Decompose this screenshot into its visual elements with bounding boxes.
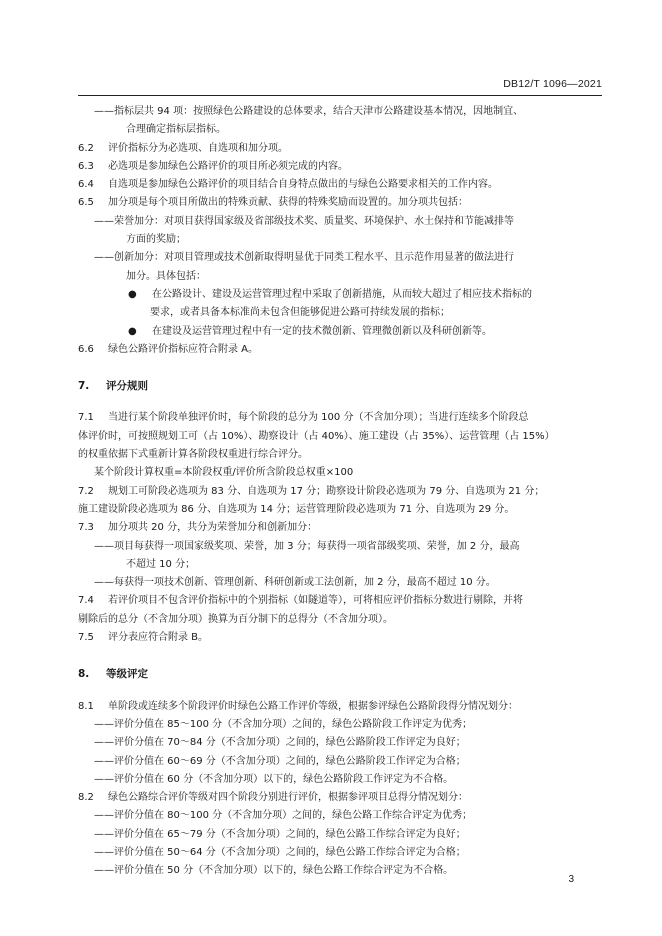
document-code: DB12/T 1096—2021 xyxy=(503,78,602,90)
clause-7-2: 7.2 规划工可阶段必选项为 83 分、自选项为 17 分；勘察设计阶段必选项为 79 分、自选项为 21 分； xyxy=(78,485,545,497)
bullet-icon: ● xyxy=(128,325,137,337)
weight-formula: 某个阶段计算权重=本阶段权重/评价所含阶段总权重×100 xyxy=(94,467,354,479)
innovation-bonus-line-2: 加分。具体包括： xyxy=(126,270,206,282)
clause-7-5: 7.5 评分表应符合附录 B。 xyxy=(78,632,209,644)
clause-6-2: 6.2 评价指标分为必选项、自选项和加分项。 xyxy=(78,142,288,154)
grade-overall-pass: ——评价分值在 50～64 分（不含加分项）之间的，绿色公路工作综合评定为合格； xyxy=(94,846,466,858)
clause-7-2-line-2: 施工建设阶段必选项为 86 分、自选项为 14 分；运营管理阶段必选项为 71 分、自选项为 29 分。 xyxy=(78,503,515,515)
clause-7-1-line-2: 体评价时，可按照规划工可（占 10%）、勘察设计（占 40%）、施工建设（占 35%）、运营管理（占 15%） xyxy=(78,430,555,442)
section-7-heading: 7. 评分规则 xyxy=(78,380,148,393)
clause-7-4: 7.4 若评价项目不包含评价指标中的个别指标（如隧道等），可将相应评价指标分数进行剔除，并将 xyxy=(78,595,523,607)
grade-stage-fail: ——评价分值在 60 分（不含加分项）以下的，绿色公路阶段工作评定为不合格。 xyxy=(94,773,454,785)
clause-6-3: 6.3 必选项是参加绿色公路评价的项目所必须完成的内容。 xyxy=(78,160,348,172)
clause-7-1: 7.1 当进行某个阶段单独评价时，每个阶段的总分为 100 分（不含加分项）；当进行连续多个阶段总 xyxy=(78,412,529,424)
grade-overall-excellent: ——评价分值在 80～100 分（不含加分项）之间的，绿色公路工作综合评定为优秀； xyxy=(94,810,473,822)
indicator-line-2: 合理确定指标层指标。 xyxy=(126,124,226,136)
honor-bonus-line-1: ——荣誉加分：对项目获得国家级及省部级技术奖、质量奖、环境保护、水土保持和节能减排等 xyxy=(94,215,514,227)
clause-7-4-line-2: 剔除后的总分（不含加分项）换算为百分制下的总得分（不含加分项）。 xyxy=(78,613,393,625)
bullet-item-2: ● 在建设及运营管理过程中有一定的技术微创新、管理微创新以及科研创新等。 xyxy=(78,323,600,341)
indicator-line-1: ——指标层共 94 项：按照绿色公路建设的总体要求，结合天津市公路建设基本情况，因地制宜、 xyxy=(94,106,524,117)
section-8-heading: 8. 等级评定 xyxy=(78,668,148,681)
grade-stage-good: ——评价分值在 70～84 分（不含加分项）之间的，绿色公路阶段工作评定为良好； xyxy=(94,737,466,749)
page-number: 3 xyxy=(568,874,574,885)
clause-6-6: 6.6 绿色公路评价指标应符合附录 A。 xyxy=(78,343,259,355)
clause-7-3: 7.3 加分项共 20 分，共分为荣誉加分和创新加分： xyxy=(78,522,318,534)
bullet-icon: ● xyxy=(128,288,137,300)
grade-overall-good: ——评价分值在 65～79 分（不含加分项）之间的，绿色公路工作综合评定为良好； xyxy=(94,828,466,840)
clause-7-1-line-3: 的权重依据下式重新计算各阶段权重进行综合评分。 xyxy=(78,449,308,461)
bullet-item-1: ● 在公路设计、建设及运营管理过程中采取了创新措施，从而较大超过了相应技术指标的 xyxy=(78,286,600,304)
honor-bonus-line-2: 方面的奖励； xyxy=(126,234,186,246)
bonus-item-1-cont: 不超过 10 分； xyxy=(126,558,196,570)
clause-6-5: 6.5 加分项是每个项目所做出的特殊贡献、获得的特殊奖励而设置的。加分项共包括： xyxy=(78,197,468,209)
grade-stage-excellent: ——评价分值在 85～100 分（不含加分项）之间的，绿色公路阶段工作评定为优秀； xyxy=(94,718,473,730)
grade-overall-fail: ——评价分值在 50 分（不含加分项）以下的，绿色公路工作综合评定为不合格。 xyxy=(94,865,454,877)
page-body xyxy=(78,103,600,881)
clause-8-1: 8.1 单阶段或连续多个阶段评价时绿色公路工作评价等级，根据参评绿色公路阶段得分情况划分： xyxy=(78,700,518,712)
header-rule xyxy=(78,95,602,96)
clause-6-4: 6.4 自选项是参加绿色公路评价的项目结合自身特点做出的与绿色公路要求相关的工作内容。 xyxy=(78,179,498,191)
clause-8-2: 8.2 绿色公路综合评价等级对四个阶段分别进行评价，根据参评项目总得分情况划分： xyxy=(78,792,468,804)
bonus-item-1: ——项目每获得一项国家级奖项、荣誉，加 3 分；每获得一项省部级奖项、荣誉，加 2 分，最高 xyxy=(94,540,520,552)
grade-stage-pass: ——评价分值在 60～69 分（不含加分项）之间的，绿色公路阶段工作评定为合格； xyxy=(94,755,466,767)
bullet-item-1-cont: 要求，或者具备本标准尚未包含但能够促进公路可持续发展的指标； xyxy=(150,307,450,319)
innovation-bonus-line-1: ——创新加分：对项目管理或技术创新取得明显优于同类工程水平、且示范作用显著的做法进行 xyxy=(94,252,514,264)
bonus-item-2: ——每获得一项技术创新、管理创新、科研创新或工法创新，加 2 分，最高不超过 10 分。 xyxy=(94,577,496,589)
